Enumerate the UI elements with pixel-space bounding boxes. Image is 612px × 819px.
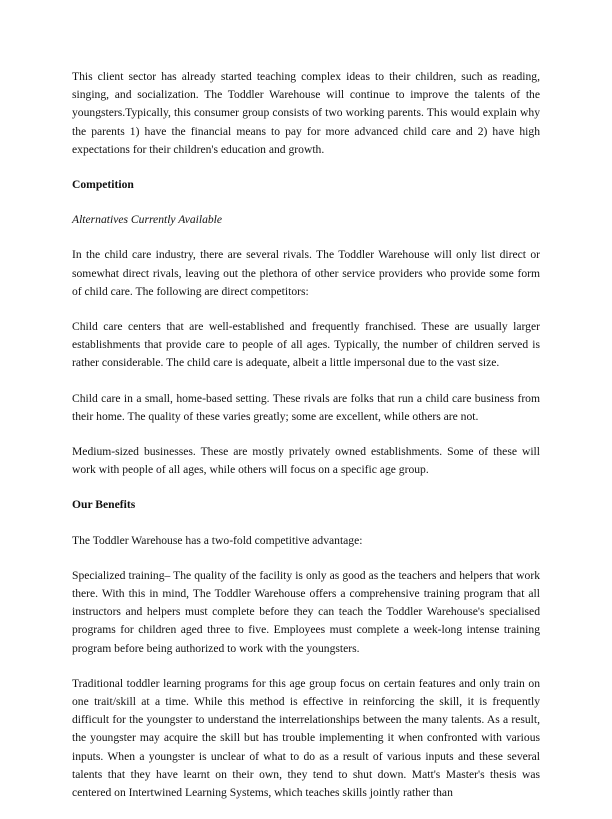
alternatives-subheading: Alternatives Currently Available — [72, 213, 223, 227]
benefits-paragraph: The Toddler Warehouse has a two-fold competitive advantage: — [72, 533, 363, 547]
document-page — [72, 68, 540, 819]
competition-paragraph: In the child care industry, there are several rivals. The Toddler Warehouse will only list direct or somewhat direct rivals, leaving out the plethora of other service providers who provide some form of child care. The following are direct competitors: — [72, 248, 540, 298]
benefits-paragraph: Specialized training– The quality of the facility is only as good as the teachers and helpers that work there. With this in mind, The Toddler Warehouse offers a comprehensive training program that all instructors and helpers must complete before they can teach the Toddler Warehouse's specialised programs for children aged three to five. Employees must complete a week-long intense training program before being authorized to work with the youngsters. — [72, 568, 540, 655]
competition-paragraph: Child care centers that are well-established and frequently franchised. These are usually larger establishments that provide care to people of all ages. Typically, the number of children served is rather considerable. The child care is adequate, albeit a little impersonal due to the vast size. — [72, 320, 540, 370]
competition-paragraph: Medium-sized businesses. These are mostly privately owned establishments. Some of these will work with people of all ages, while others will focus on a specific age group. — [72, 445, 540, 477]
benefits-paragraph: Traditional toddler learning programs for this age group focus on certain features and only train on one trait/skill at a time. While this method is effective in reinforcing the skill, it is frequently difficult for the youngster to understand the interrelationships between the many talents. As a result, the youngster may acquire the skill but has trouble implementing it when confronted with various inputs. When a youngster is unclear of what to do as a result of various inputs and these several talents that they have learnt on their own, they tend to shut down. Matt's Master's thesis was centered on Intertwined Learning Systems, which teaches skills jointly rather than — [72, 676, 540, 800]
benefits-heading: Our Benefits — [72, 498, 136, 512]
competition-paragraph: Child care in a small, home-based setting. These rivals are folks that run a child care business from their home. The quality of these varies greatly; some are excellent, while others are not. — [72, 391, 540, 423]
intro-paragraph: This client sector has already started teaching complex ideas to their children, such as reading, singing, and socialization. The Toddler Warehouse will continue to improve the talents of the youngsters.Typically, this consumer group consists of two working parents. This would explain why the parents 1) have the financial means to pay for more advanced child care and 2) have high expectations for their children's education and growth. — [72, 70, 540, 156]
competition-heading: Competition — [72, 178, 134, 192]
